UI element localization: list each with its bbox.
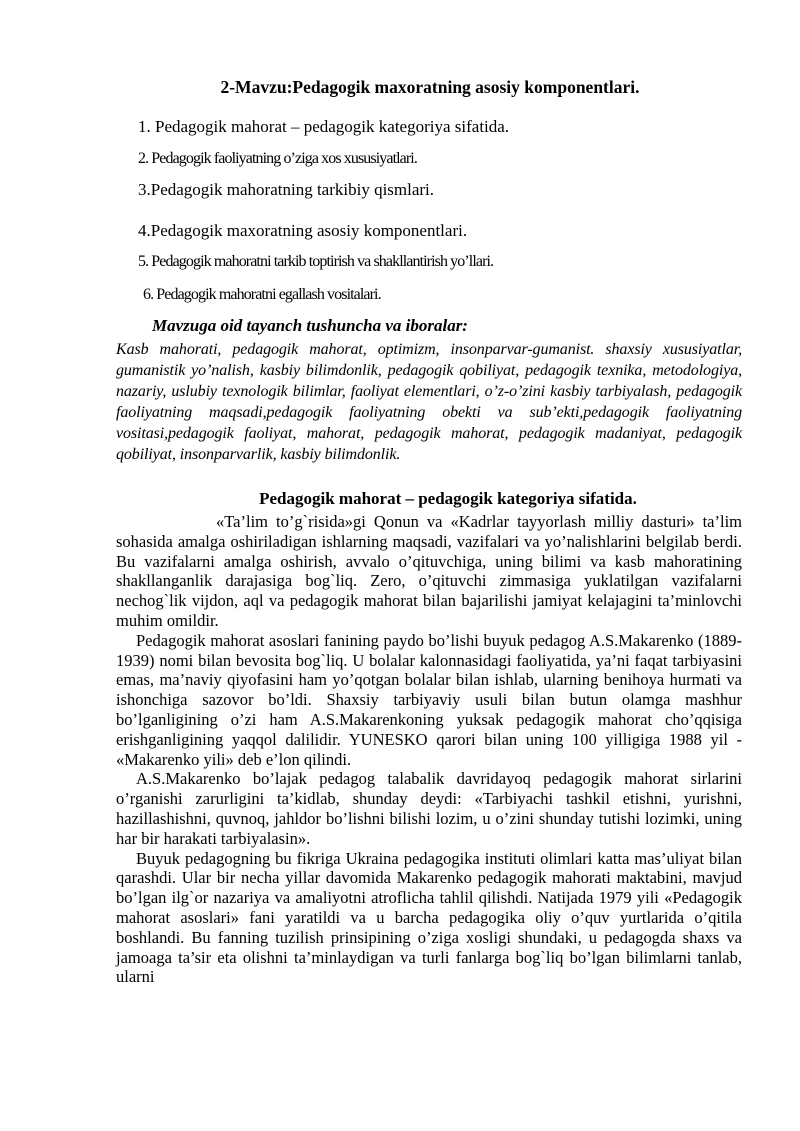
plan-item: 2. Pedagogik faoliyatning o’ziga xos xususiyatlari. [138, 150, 417, 167]
section-heading: Pedagogik mahorat – pedagogik kategoriya sifatida. [259, 489, 637, 508]
keywords-text: Kasb mahorati, pedagogik mahorat, optimizm, insonparvar-gumanist. shaxsiy xususiyatlar, gumanistik yo’nalish, kasbiy bilimdonlik, pedagogik qobiliyat, pedagogik texnika, metodologiya, nazariy, uslubiy texnologik bilimlar, faoliyat elementlari, o’z-o’zini kasbiy tarbiyalash, pedagogik faoliyatning maqsadi,pedagogik faoliyatning obekti va sub’ekti,pedagogik faoliyatning vositasi,pedagogik faoliyat, mahorat, pedagogik mahorat, pedagogik madaniyat, pedagogik qobiliyat, insonparvarlik, kasbiy bilimdonlik. [116, 341, 742, 463]
plan-item: 1. Pedagogik mahorat – pedagogik kategoriya sifatida. [138, 117, 510, 136]
paragraph: Buyuk pedagogning bu fikriga Ukraina pedagogika instituti olimlari katta mas’uliyat bilan qarashdi. Ular bir necha yillar davomida Makarenko pedagogik mahorati maktabini, mavjud bo’lgan ilg`or nazariya va amaliyotni atroflicha tahlil qilishdi. Natijada 1979 yili «Pedagogik mahorat asoslari» fani yaratildi va u barcha pedagogika oliy o’quv yurtlarida o’qitila boshlandi. Bu fanning tuzilish prinsipining o’ziga xosligi shundaki, u pedagogda shaxs va jamoaga ta’sir eta olishni ta’minlaydigan va turli fanlarga bog`liq bo’lgan bilimlarni tanlab, ularni [116, 848, 742, 987]
page-title: 2-Mavzu:Pedagogik maxoratning asosiy komponentlari. [220, 77, 640, 97]
keywords-heading: Mavzuga oid tayanch tushuncha va iboralar: [152, 316, 468, 335]
paragraph: «Ta’lim to’g`risida»gi Qonun va «Kadrlar tayyorlash milliy dasturi» ta’lim sohasida amalga oshiriladigan ishlarning maqsadi, vazifalari va yo’nalishlarini belgilab berdi. Bu vazifalarni amalga oshirish, avvalo o’qituvchiga, uning bilimi va kasb mahoratining shakllanganlik darajasiga bog`liq. Zero, o’qituvchi zimmasiga yuklatilgan vazifalarni nechog`lik vijdon, aql va pedagogik mahorat bilan bajarilishi jamiyat kelajagini ta’minlovchi muhim omildir. [116, 512, 742, 630]
plan-item: 3.Pedagogik mahoratning tarkibiy qismlari. [138, 180, 435, 199]
plan-item: 6. Pedagogik mahoratni egallash vositalari. [143, 286, 381, 303]
plan-item: 5. Pedagogik mahoratni tarkib toptirish va shakllantirish yo’llari. [138, 253, 494, 270]
plan-item: 4.Pedagogik maxoratning asosiy komponentlari. [138, 221, 468, 240]
paragraph: Pedagogik mahorat asoslari fanining paydo bo’lishi buyuk pedagog A.S.Makarenko (1889-1939) nomi bilan bevosita bog`liq. U bolalar kalonnasidagi faoliyatida, ya’ni faqat tarbiyasini emas, ma’naviy qiyofasini ham yo’qotgan bolalar bilan ishlab, ularning benihoya hurmati va ishonchiga sazovor bo’ldi. Shaxsiy tarbiyaviy usuli bilan butun olamga mashhur bo’lganligining o’zi ham A.S.Makarenkoning yuksak pedagogik mahorat cho’qqisiga erishganligining yaqqol dalilidir. YUNESKO qarori bilan uning 100 yilligiga 1988 yil - «Makarenko yili» deb e’lon qilindi. [116, 630, 742, 769]
paragraph: A.S.Makarenko bo’lajak pedagog talabalik davridayoq pedagogik mahorat sirlarini o’rganishi zarurligini ta’kidlab, shunday deydi: «Tarbiyachi tashkil etishni, yurishni, hazillashishni, quvnoq, jahldor bo’lishni bilishi lozim, u o’zini shunday tutishi lozimki, uning har bir harakati tarbiyalasin». [116, 769, 742, 848]
body-text [116, 512, 742, 987]
